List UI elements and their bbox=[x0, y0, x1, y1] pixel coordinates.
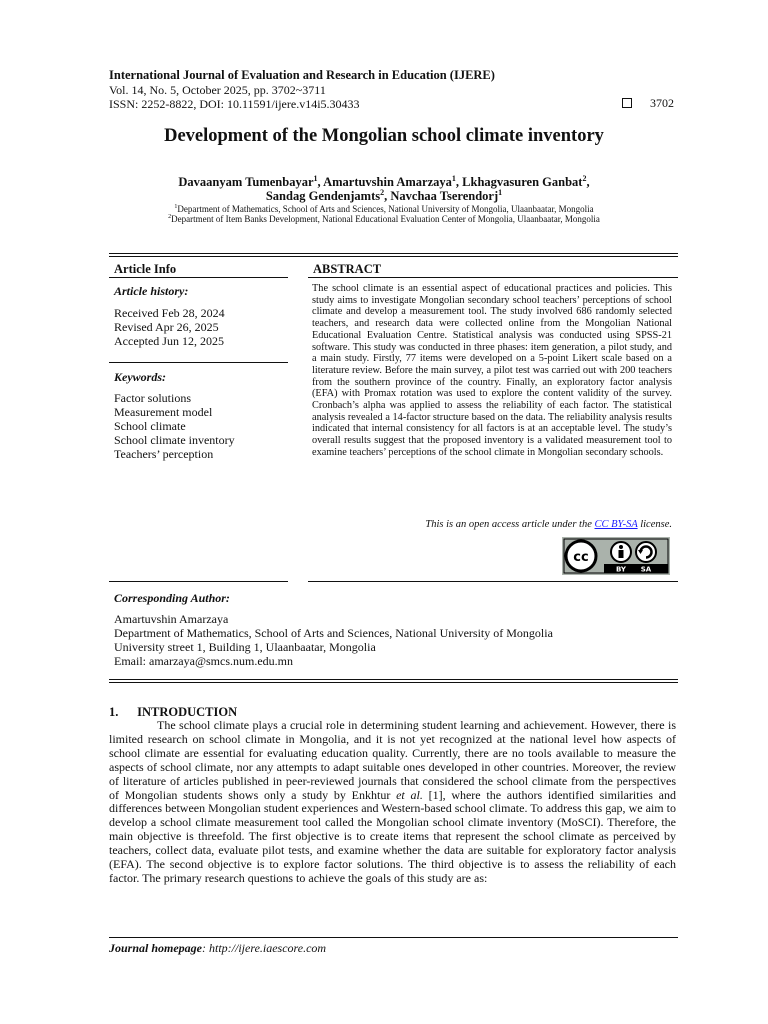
abstract-heading: ABSTRACT bbox=[313, 262, 382, 276]
author-name: Sandag Gendenjamts bbox=[265, 189, 381, 204]
cc-by-sa-badge[interactable] bbox=[562, 537, 670, 575]
affiliation-text: Department of Item Banks Development, National Educational Evaluation Center of Mongolia, Ulaanbaatar, Mongolia bbox=[171, 214, 600, 224]
authors-line-1: Davaanyam Tumenbayar$^1$, Amartuvshin Amarzaya$^1$, Lkhagvasuren Ganbat$^2$, bbox=[178, 174, 590, 190]
abstract-text: The school climate is an essential aspect of educational practices and policies. This study aims to investigate Mongolian secondary school teachers’ perceptions of school climate and develop a measurement tool. The study involved 686 randomly selected teachers, and research data were collected online from the Mongolian National Educational Evaluation Centre. Statistical analysis was conducted using SPSS-21 software. This study was conducted in three phases: item generation, a pilot study, and a main study. Firstly, 77 items were developed on a 5-point Likert scale based on a literature review. Before the main survey, a pilot test was carried out with 200 teachers from the southern province of the country. Finally, an exploratory factor analysis (EFA) with Promax rotation was used to explore the content validity of the survey. Cronbach’s alpha was applied to assess the reliability of each factor. The statistical analysis revealed a 14-factor structure based on the data. The reliability analysis results indicated that internal consistency for all factors is at an acceptable level. The study’s overall results suggest that the proposed inventory is a validated measurement tool to examine teachers’ perceptions of the school climate in Mongolian secondary schools. bbox=[312, 283, 672, 458]
author-name: Lkhagvasuren Ganbat bbox=[462, 175, 583, 190]
divider-mid-1 bbox=[109, 679, 678, 680]
accepted-date: Accepted Jun 12, 2025 bbox=[114, 334, 224, 348]
cc-by-sa-badge-graphic bbox=[562, 537, 670, 575]
divider-top-2 bbox=[109, 256, 678, 257]
homepage-label: Journal homepage bbox=[109, 941, 203, 955]
homepage-url[interactable]: : http://ijere.iaescore.com bbox=[202, 941, 327, 955]
introduction-text-part-2: [1], where the authors identified similarities and differences between Mongolian student experiences and Western-based school climate. To address this gap, we aim to develop a school climate measurement tool called the Mongolian school climate inventory (MoSCI). Therefore, the main objective is threefold. The first objective is to create items that represent the school climate as perceived by teachers, collect data, evaluate pilot tests, and examine whether the data are suitable for exploratory factor analysis (EFA). The second objective is to explore factor solutions. The third objective is to assess the reliability of each factor. The primary research questions to achieve the goals of this study are as: bbox=[109, 787, 677, 885]
keyword-item: Measurement model bbox=[114, 405, 213, 419]
journal-volume: Vol. 14, No. 5, October 2025, pp. 3702~3711 bbox=[109, 83, 326, 97]
author-affiliation-mark: 1 bbox=[498, 188, 503, 197]
page-number: 3702 bbox=[650, 96, 674, 110]
journal-issn-doi: ISSN: 2252-8822, DOI: 10.11591/ijere.v14i5.30433 bbox=[109, 97, 360, 111]
corresponding-author-email: Email: amarzaya@smcs.num.edu.mn bbox=[114, 654, 293, 668]
share-alike-icon bbox=[636, 542, 656, 562]
revised-date: Revised Apr 26, 2025 bbox=[114, 320, 219, 334]
license-link[interactable]: CC BY-SA bbox=[594, 519, 638, 530]
keywords-heading: Keywords: bbox=[114, 370, 166, 384]
corresponding-author-department: Department of Mathematics, School of Arts and Sciences, National University of Mongolia bbox=[114, 626, 553, 640]
authors-line-2: Sandag Gendenjamts$^2$, Navchaa Tserendorj$^1$ bbox=[265, 188, 503, 204]
article-info-heading: Article Info bbox=[114, 262, 177, 276]
introduction-heading: 1. INTRODUCTION bbox=[109, 705, 238, 719]
affiliation-text: Department of Mathematics, School of Arts and Sciences, National University of Mongolia, Ulaanbaatar, Mongolia bbox=[177, 204, 594, 214]
keyword-item: School climate inventory bbox=[114, 433, 235, 447]
by-label: BY bbox=[615, 565, 627, 574]
author-name: Navchaa Tserendorj bbox=[390, 189, 499, 204]
divider-article-info-bottom bbox=[109, 581, 288, 582]
introduction-paragraph bbox=[109, 719, 676, 886]
author-affiliation-mark: 1 bbox=[451, 174, 456, 183]
divider-article-info bbox=[109, 277, 288, 278]
paper-title: Development of the Mongolian school climate inventory bbox=[164, 126, 604, 146]
received-date: Received Feb 28, 2024 bbox=[114, 306, 225, 320]
open-access-prefix: This is an open access article under the bbox=[425, 519, 595, 530]
journal-homepage bbox=[109, 941, 326, 956]
affiliation-2 bbox=[0, 214, 768, 224]
author-name: Davaanyam Tumenbayar bbox=[178, 175, 314, 190]
article-history-heading: Article history: bbox=[114, 284, 189, 298]
divider-abstract bbox=[308, 277, 678, 278]
author-affiliation-mark: 2 bbox=[380, 188, 385, 197]
corresponding-author-address: University street 1, Building 1, Ulaanbaatar, Mongolia bbox=[114, 640, 376, 654]
author-name: Amartuvshin Amarzaya bbox=[323, 175, 452, 190]
sa-label: SA bbox=[640, 565, 652, 574]
keyword-item: Factor solutions bbox=[114, 391, 191, 405]
footer-divider bbox=[109, 937, 678, 938]
open-access-statement bbox=[312, 519, 672, 530]
corresponding-author-heading: Corresponding Author: bbox=[114, 591, 230, 605]
keyword-item: School climate bbox=[114, 419, 186, 433]
introduction-text-part-1: The school climate plays a crucial role in determining student learning and achievement. However, there is limited research on school climate in Mongolia, and it is not yet recognized at the national level how aspects of school climate are essential for evaluating education quality. Currently, there are no tools available to measure the aspects of school climate, nor any attempts to adapt suitable ones developed in other countries. Moreover, the review of literature of articles published in peer-reviewed journals that considered the school climate from the perspectives of Mongolian students shows only a study by Enkhtur bbox=[109, 718, 676, 802]
open-access-suffix: license. bbox=[637, 519, 672, 530]
keyword-item: Teachers’ perception bbox=[114, 447, 214, 461]
affiliation-1 bbox=[0, 204, 768, 214]
divider-top-1 bbox=[109, 253, 678, 254]
affiliation-number: 2 bbox=[168, 214, 172, 220]
introduction-et-al: et al. bbox=[396, 787, 423, 802]
affiliation-number: 1 bbox=[174, 204, 178, 210]
divider-keywords bbox=[109, 362, 288, 363]
square-icon bbox=[622, 98, 632, 108]
divider-mid-2 bbox=[109, 682, 678, 683]
corresponding-author-name: Amartuvshin Amarzaya bbox=[114, 612, 229, 626]
divider-abstract-bottom bbox=[308, 581, 678, 582]
author-affiliation-mark: 2 bbox=[582, 174, 587, 183]
cc-icon-label: cc bbox=[573, 550, 589, 565]
author-affiliation-mark: 1 bbox=[313, 174, 318, 183]
journal-name: International Journal of Evaluation and Research in Education (IJERE) bbox=[109, 68, 495, 82]
